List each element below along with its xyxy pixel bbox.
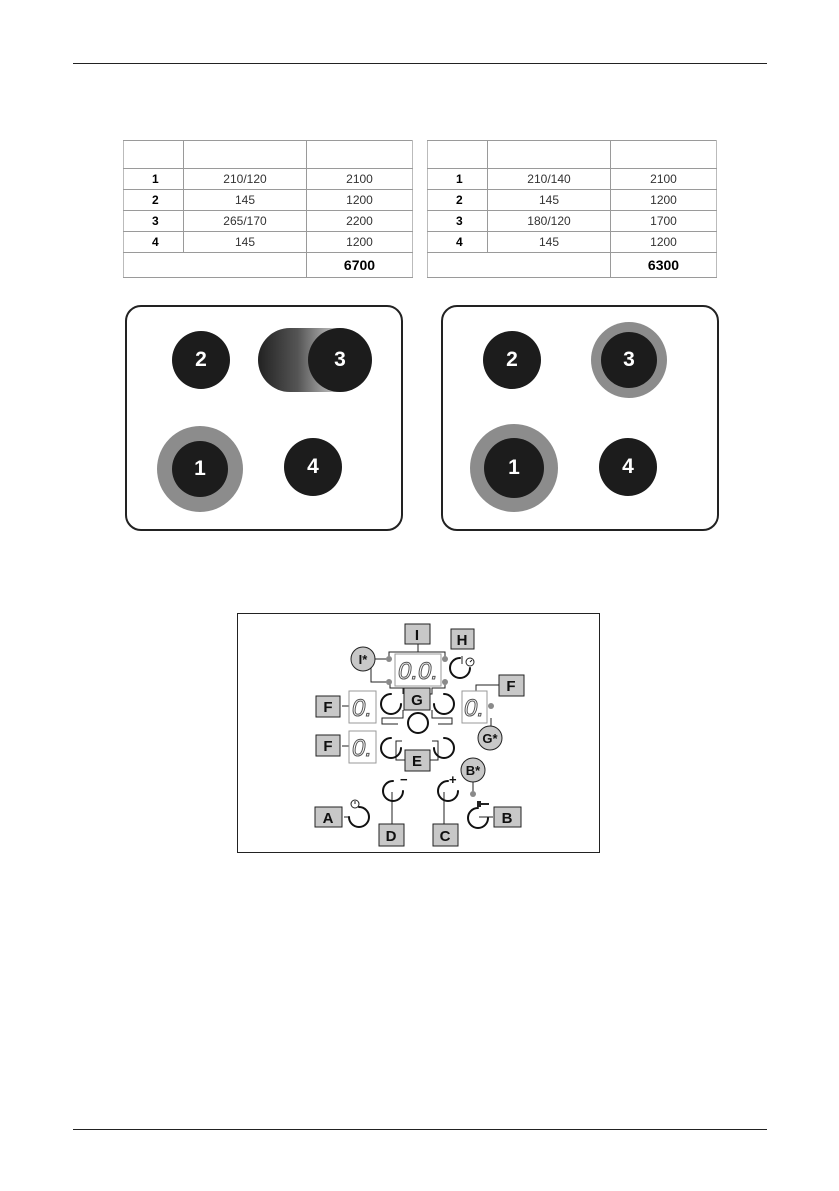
zone-display-right-digits: 0. [463,695,485,722]
zone-cell: 2 [428,190,488,211]
label-h: H [456,632,468,649]
table-row [428,232,717,253]
minus-symbol: − [400,772,408,787]
power-cell: 1700 [611,211,717,232]
cooking-zone-3: 3 [308,328,372,392]
power-cell: 2100 [307,169,413,190]
header-rule [73,63,767,64]
label-g: G [411,692,423,709]
indicator-led [442,656,448,662]
label-f: F [323,699,333,716]
lock-button[interactable] [468,808,488,828]
zone-display-left-top-digits: 0. [351,695,373,722]
power-cell: 1200 [611,232,717,253]
label-f: F [323,738,333,755]
diameter-cell: 145 [488,190,611,211]
table-row [124,169,413,190]
diameter-cell: 145 [184,190,307,211]
cooking-zone-1: 1 [172,441,228,497]
cooking-zone-3: 3 [601,332,657,388]
label-d: D [385,828,397,845]
center-select-button[interactable] [408,713,428,733]
table-row [428,190,717,211]
label-c: C [439,828,451,845]
plus-symbol: + [449,772,457,787]
table-row [124,190,413,211]
zone-cell: 1 [124,169,184,190]
timer-display-digits: 0.0. [397,658,439,685]
power-cell: 1200 [611,190,717,211]
hob-layout-left [125,305,403,531]
power-cell: 2100 [611,169,717,190]
control-panel-svg [238,614,601,854]
zone-select-button[interactable] [381,694,401,714]
diameter-cell: 145 [488,232,611,253]
indicator-led [386,656,392,662]
zone-cell: 2 [124,190,184,211]
label-e: E [411,753,423,770]
cooking-zone-1: 1 [484,438,544,498]
indicator-led [442,679,448,685]
zone-display-left-bottom-digits: 0. [351,735,373,762]
label-g-star: G* [482,731,498,746]
clock-icon [466,658,474,666]
footer-rule [73,1129,767,1130]
cooking-zone-2: 2 [172,331,230,389]
zone-cell: 3 [428,211,488,232]
power-cell: 1200 [307,232,413,253]
cooking-zone-4: 4 [284,438,342,496]
table-row [428,211,717,232]
label-i: I [414,627,420,644]
power-icon [351,800,359,808]
zone-cell: 1 [428,169,488,190]
indicator-led [470,791,476,797]
indicator-led [386,679,392,685]
zone-select-button[interactable] [434,694,454,714]
label-b-star: B* [465,763,481,778]
total-power: 6300 [611,253,717,278]
indicator-led [488,703,494,709]
cooking-zone-4: 4 [599,438,657,496]
power-table-right [427,140,717,278]
zone-cell: 3 [124,211,184,232]
label-i-star: I* [358,652,368,667]
label-a: A [322,810,334,827]
table-header-row [124,141,413,169]
power-table-left [123,140,413,278]
table-row [428,169,717,190]
key-icon [477,801,489,807]
hob-layout-right [441,305,719,531]
zone-cell: 4 [428,232,488,253]
diameter-cell: 265/170 [184,211,307,232]
table-row [124,232,413,253]
table-row [124,211,413,232]
power-button[interactable] [349,807,369,827]
power-cell: 2200 [307,211,413,232]
cooking-zone-2: 2 [483,331,541,389]
power-cell: 1200 [307,190,413,211]
total-power: 6700 [307,253,413,278]
diameter-cell: 210/120 [184,169,307,190]
label-b: B [501,810,513,827]
diameter-cell: 210/140 [488,169,611,190]
label-f: F [506,678,516,695]
timer-button[interactable] [450,658,470,678]
table-total-row [428,253,717,278]
table-total-row [124,253,413,278]
zone-cell: 4 [124,232,184,253]
table-header-row [428,141,717,169]
diameter-cell: 145 [184,232,307,253]
control-panel-diagram [237,613,600,853]
diameter-cell: 180/120 [488,211,611,232]
